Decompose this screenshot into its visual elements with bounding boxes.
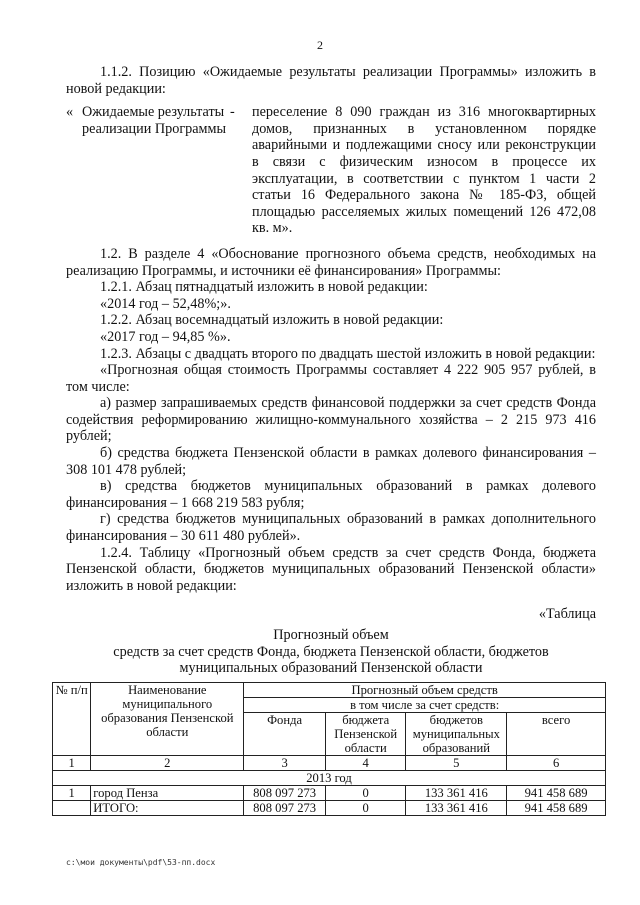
column-numbers-row [53,755,606,770]
table-row-total [53,800,606,815]
table-mark: «Таблица [538,606,596,623]
paragraph-b: б) средства бюджета Пензенской области в рамках долевого финансирования – 308 101 478 рублей; [66,445,596,478]
footer-file-path: c:\мои документы\pdf\53-пп.docx [66,858,216,867]
header-name: Наименование муниципального образования Пензенской области [91,682,244,755]
paragraph-quote-2017: «2017 год – 94,85 %». [100,328,231,345]
cell-total: 941 458 689 [507,785,606,800]
page-number: 2 [317,38,323,52]
cell-num [53,800,91,815]
cell-region: 0 [325,785,406,800]
paragraph-g: г) средства бюджетов муниципальных образований в рамках дополнительного финансирования – 30 611 480 рублей». [66,511,596,545]
header-volume: Прогнозный объем средств [244,682,606,697]
cell-name: город Пенза [91,785,244,800]
cell-fund: 808 097 273 [244,800,326,815]
cell-munic: 133 361 416 [406,800,507,815]
col-num-4: 4 [325,755,406,770]
col-num-5: 5 [406,755,507,770]
header-num: № п/п [53,682,91,755]
col-num-2: 2 [91,755,244,770]
item-dash: - [230,104,235,121]
table-caption-line1: Прогнозный объем [273,627,389,643]
document-body [55,64,596,816]
paragraph-quote-2014: «2014 год – 52,48%;». [100,295,231,312]
cell-num: 1 [53,785,91,800]
paragraph-v: в) средства бюджетов муниципальных образований в рамках долевого финансирования – 1 668 219 583 рубля; [66,478,596,511]
col-num-6: 6 [507,755,606,770]
item-text: переселение 8 090 граждан из 316 многоквартирных домов, признанных в установленном порядке аварийными и подлежащими сносу или реконструкции в связи с физическим износом в процессе их эксплуатации, в соответствии с пунктом 1 части 2 статьи 16 Федерального закона № 185-ФЗ, общей площадью расселяемых жилых помещений 126 472,08 кв. м». [252,104,596,237]
paragraph-total-cost: «Прогнозная общая стоимость Программы составляет 4 222 905 957 рублей, в том числе: [66,362,596,395]
paragraph-1-2-1: 1.2.1. Абзац пятнадцатый изложить в новой редакции: [100,279,428,296]
paragraph-a: а) размер запрашиваемых средств финансовой поддержки за счет средств Фонда содействия реформированию жилищно-коммунального хозяйства – 2 215 973 416 рублей; [66,395,596,445]
paragraph-1-2-3: 1.2.3. Абзацы с двадцать второго по двадцать шестой изложить в новой редакции: [100,345,596,362]
paragraph-1-2: 1.2. В разделе 4 «Обоснование прогнозного объема средств, необходимых на реализацию Программы, и источники её финансирования» Программы: [66,245,596,279]
table-row [53,785,606,800]
funding-table [52,682,606,816]
cell-munic: 133 361 416 [406,785,507,800]
cell-total: 941 458 689 [507,800,606,815]
header-including: в том числе за счет средств: [244,697,606,712]
item-label: Ожидаемые результаты реализации Программы [82,104,227,137]
table-caption-line2: средств за счет средств Фонда, бюджета Пензенской области, бюджетов муниципальных образований Пензенской области [113,643,549,677]
cell-region: 0 [325,800,406,815]
year-row: 2013 год [53,770,606,785]
header-munic: бюджетов муниципальных образований [406,712,507,755]
cell-fund: 808 097 273 [244,785,326,800]
header-fund: Фонда [244,712,326,755]
header-total: всего [507,712,606,755]
paragraph-1-2-2: 1.2.2. Абзац восемнадцатый изложить в новой редакции: [100,312,444,329]
col-num-1: 1 [53,755,91,770]
passport-item [66,104,596,237]
paragraph-1-1-2: 1.1.2. Позицию «Ожидаемые результаты реализации Программы» изложить в новой редакции: [66,64,596,97]
paragraph-1-2-4: 1.2.4. Таблицу «Прогнозный объем средств за счет средств Фонда, бюджета Пензенской области, бюджетов муниципальных образований Пензенской области» изложить в новой редакции: [66,544,596,594]
col-num-3: 3 [244,755,326,770]
quote-open: « [66,104,74,121]
cell-name: ИТОГО: [91,800,244,815]
header-region: бюджета Пензенской области [325,712,406,755]
